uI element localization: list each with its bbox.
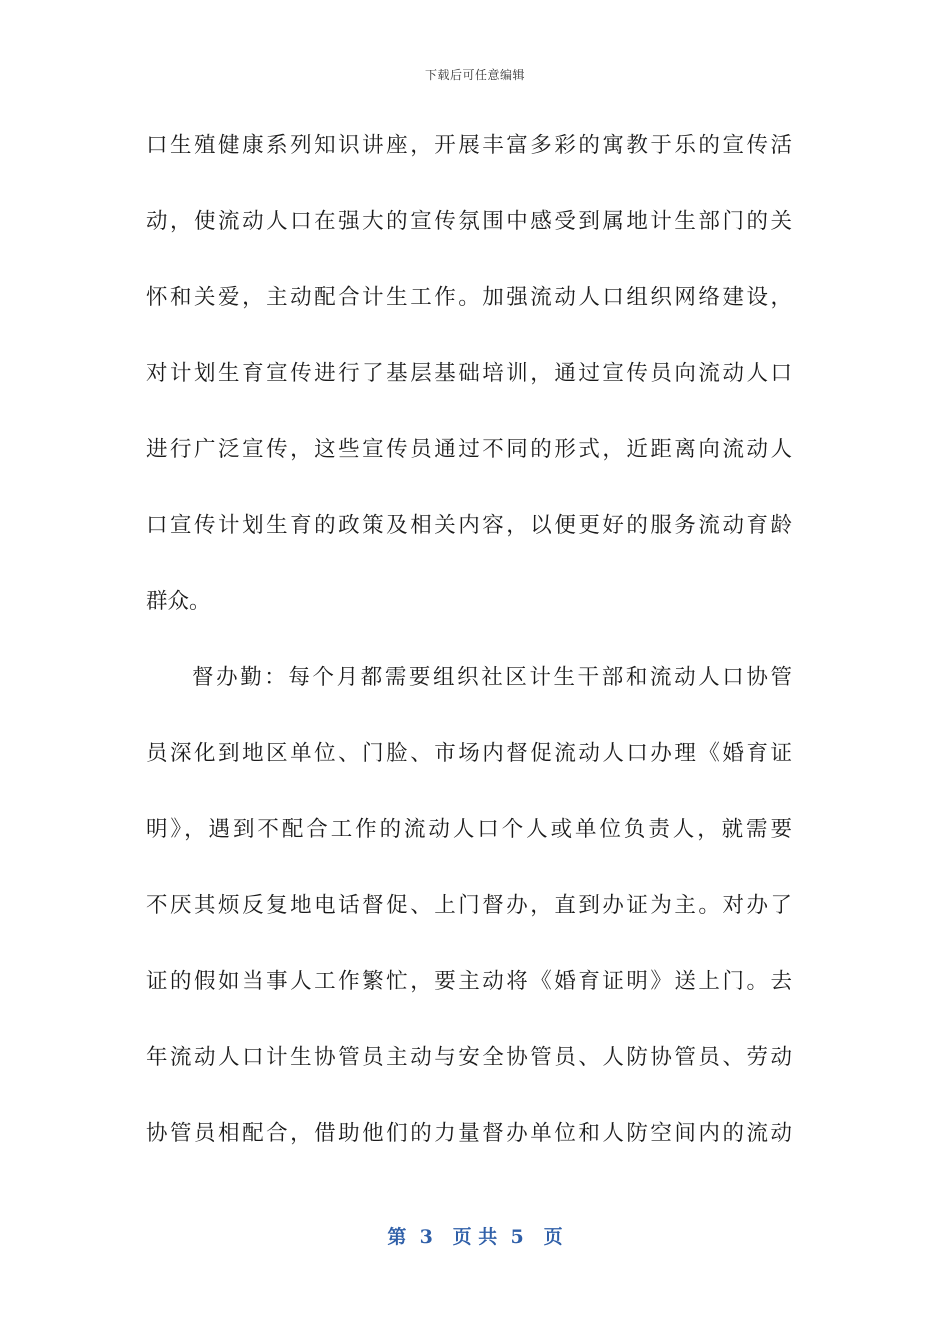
- text-line: 证的假如当事人工作繁忙，要主动将《婚育证明》送上门。去: [146, 969, 792, 994]
- text-line: 群众。: [146, 589, 211, 614]
- paragraph-first-line: 督办勤：每个月都需要组织社区计生干部和流动人口协管: [192, 665, 792, 690]
- text-line: 对计划生育宣传进行了基层基础培训，通过宣传员向流动人口: [146, 361, 792, 386]
- text-line: 动，使流动人口在强大的宣传氛围中感受到属地计生部门的关: [146, 209, 792, 234]
- text-line: 协管员相配合，借助他们的力量督办单位和人防空间内的流动: [146, 1121, 792, 1146]
- text-line: 口宣传计划生育的政策及相关内容，以便更好的服务流动育龄: [146, 513, 792, 538]
- document-body: [146, 120, 792, 1184]
- text-line: 明》，遇到不配合工作的流动人口个人或单位负责人，就需要: [146, 817, 792, 842]
- text-line: 进行广泛宣传，这些宣传员通过不同的形式，近距离向流动人: [146, 437, 792, 462]
- text-line: 不厌其烦反复地电话督促、上门督办，直到办证为主。对办了: [146, 893, 792, 918]
- page-number-footer: 第 3 页 共 5 页: [387, 1226, 563, 1248]
- text-line: 口生殖健康系列知识讲座，开展丰富多彩的寓教于乐的宣传活: [146, 133, 792, 158]
- text-line: 怀和关爱，主动配合计生工作。加强流动人口组织网络建设，: [146, 285, 792, 310]
- text-line: 员深化到地区单位、门脸、市场内督促流动人口办理《婚育证: [146, 741, 792, 766]
- text-line: 年流动人口计生协管员主动与安全协管员、人防协管员、劳动: [146, 1045, 792, 1070]
- page-header: 下载后可任意编辑: [424, 68, 525, 82]
